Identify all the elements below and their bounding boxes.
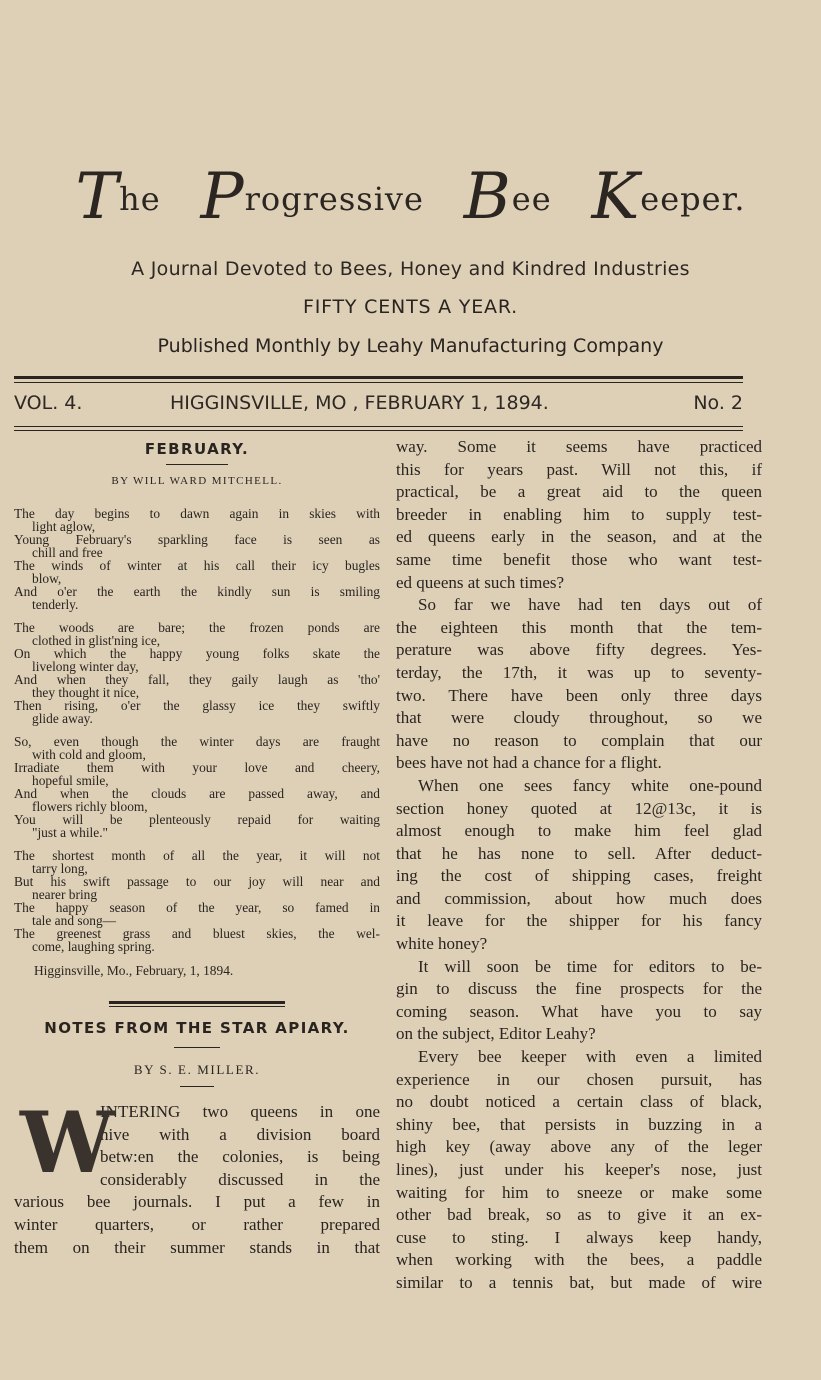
poem-line: The day begins to dawn again in skies with (14, 506, 380, 521)
poem-line: chill and free (32, 545, 103, 560)
poem-line: Irradiate them with your love and cheery, (14, 760, 380, 775)
article-line: similar to a tennis bat, but made of wire (396, 1272, 762, 1292)
article-line: It will soon be time for editors to be- (418, 956, 762, 976)
drop-cap-letter: W (20, 1093, 115, 1192)
poem-line: clothed in glist'ning ice, (32, 633, 161, 648)
article-line: considerably discussed in the (100, 1169, 380, 1189)
poem-line: Young February's sparkling face is seen as (14, 532, 380, 547)
article-line: ing the cost of shipping cases, freight (396, 866, 762, 886)
article-body-left (14, 1093, 380, 1259)
article-line: on the subject, Editor Leahy? (396, 1024, 596, 1044)
poem-stanza (14, 849, 380, 953)
article-line: lines), just under his keeper's nose, just (396, 1160, 762, 1179)
poem-stanza (14, 735, 380, 839)
poem-line: tale and song— (32, 913, 117, 928)
poem-line: with cold and gloom, (32, 747, 146, 762)
article-line: When one sees fancy white one-pound (418, 775, 762, 795)
poem-line: The winds of winter at his call their icy bugles (14, 558, 380, 573)
article-line: coming season. What have you to say (396, 1001, 762, 1021)
article-line: when working with the bees, a paddle (396, 1250, 762, 1270)
article-line: gin to discuss the fine prospects for the (396, 979, 762, 999)
article-byline: BY S. E. MILLER. (133, 1062, 261, 1077)
left-column (14, 440, 380, 1259)
article-line: practical, be a great aid to the queen (396, 482, 762, 502)
article-line: almost enough to make him feel glad (396, 821, 762, 841)
poem-line: And when they fall, they gaily laugh as 'tho' (14, 672, 380, 687)
article-line: high key (away above any of the leger (396, 1137, 762, 1157)
article-line: way. Some it seems have practiced (396, 437, 762, 456)
article-line: waiting for him to sneeze or make some (396, 1182, 762, 1202)
article-line: have no reason to complain that our (396, 730, 762, 750)
poem-place-date: Higginsville, Mo., February, 1, 1894. (34, 963, 234, 978)
article-line: INTERING two queens in one (100, 1102, 380, 1121)
title-word: The (75, 160, 161, 234)
issue-number: No. 2 (693, 392, 743, 414)
article-line: two. There have been only three days (396, 685, 762, 705)
masthead-title (0, 160, 821, 250)
poem-line: The woods are bare; the frozen ponds are (14, 620, 380, 635)
poem-stanza (14, 621, 380, 725)
poem-body (14, 507, 380, 953)
article-line: Every bee keeper with even a limited (418, 1047, 762, 1067)
article-line: white honey? (396, 934, 488, 954)
poem-line: nearer bring (32, 887, 98, 902)
dateline-rule (14, 426, 743, 427)
poem-line: But his swift passage to our joy will near and (14, 874, 380, 889)
article-line: ed queens early in the season, and at the (396, 527, 762, 547)
poem-line: tenderly. (32, 597, 79, 612)
article-line: the eighteen this month that the tem- (396, 617, 762, 637)
title-word: Keeper. (591, 160, 746, 234)
header-rule-thin (14, 382, 743, 383)
poem-line: blow, (32, 571, 62, 586)
poem-line: And o'er the earth the kindly sun is smiling (14, 584, 380, 599)
poem-line: light aglow, (32, 519, 96, 534)
dateline-rule-lower (14, 430, 743, 431)
poem-line: glide away. (32, 711, 93, 726)
subscription-price: FIFTY CENTS A YEAR. (303, 296, 518, 318)
article-line: ed queens at such times? (396, 572, 565, 592)
article-line: winter quarters, or rather prepared (14, 1214, 380, 1234)
poem-line: You will be plenteously repaid for waiting (14, 812, 380, 827)
issue-dateline (14, 392, 743, 422)
poem-line: hopeful smile, (32, 773, 109, 788)
article-line: that he has none to sell. After deduct- (396, 843, 762, 863)
poem-line: The shortest month of all the year, it will not (14, 848, 380, 863)
title-word: Bee (463, 160, 552, 234)
poem-title-rule (166, 464, 228, 465)
poem-byline: BY WILL WARD MITCHELL. (111, 475, 283, 487)
article-line: breeder in enabling him to supply test- (396, 504, 762, 524)
article-line: cuse to sting. I always keep handy, (396, 1227, 762, 1247)
poem-line: Then rising, o'er the glassy ice they swiftly (14, 698, 380, 713)
article-line: and commission, about how much does (396, 888, 762, 908)
article-line: terday, the 17th, it was up to seventy- (396, 662, 762, 682)
section-divider (109, 1001, 285, 1007)
poem-line: flowers richly bloom, (32, 799, 148, 814)
poem-line: The happy season of the year, so famed in (14, 900, 380, 915)
poem-line: they thought it nice, (32, 685, 140, 700)
masthead-subtitle: A Journal Devoted to Bees, Honey and Kindred Industries (131, 258, 690, 280)
article-line: same time benefit those who want test- (396, 549, 762, 569)
publisher-line: Published Monthly by Leahy Manufacturing Company (157, 335, 664, 357)
volume-label: VOL. 4. (14, 392, 83, 414)
right-column (396, 436, 762, 1295)
poem-stanza (14, 507, 380, 611)
poem-line: So, even though the winter days are fraught (14, 734, 380, 749)
article-line: So far we have had ten days out of (418, 595, 762, 615)
article-byline-rule (180, 1086, 214, 1087)
article-line: this for years past. Will not this, if (396, 459, 762, 479)
article-line: various bee journals. I put a few in (14, 1192, 380, 1212)
article-line: experience in our chosen pursuit, has (396, 1069, 762, 1089)
article-line: section honey quoted at 12@13c, it is (396, 798, 762, 818)
article-line: bees have not had a chance for a flight. (396, 753, 662, 773)
poem-line: And when the clouds are passed away, and (14, 786, 380, 801)
article-line: them on their summer stands in that (14, 1237, 380, 1257)
article-line: perature was above fifty degrees. Yes- (396, 640, 762, 660)
poem-line: come, laughing spring. (32, 939, 155, 954)
header-rule-thick (14, 376, 743, 379)
article-line: no doubt noticed a certain class of black, (396, 1092, 762, 1112)
poem-line: "just a while." (32, 825, 109, 840)
poem-line: The greenest grass and bluest skies, the wel- (14, 926, 380, 941)
place-date: HIGGINSVILLE, MO , FEBRUARY 1, 1894. (170, 392, 549, 414)
article-line: other bad break, so as to give it an ex- (396, 1205, 762, 1225)
poem-line: On which the happy young folks skate the (14, 646, 380, 661)
article-line: hive with a division board (100, 1124, 380, 1144)
article-line: that were cloudy throughout, so we (396, 708, 762, 728)
title-word: Progressive (200, 160, 424, 234)
poem-title: FEBRUARY. (144, 440, 250, 458)
poem-line: livelong winter day, (32, 659, 139, 674)
article-line: betw:en the colonies, is being (100, 1147, 380, 1167)
article-title-rule (174, 1047, 220, 1048)
article-line: it leave for the shipper for his fancy (396, 911, 762, 931)
poem-line: tarry long, (32, 861, 88, 876)
article-title: NOTES FROM THE STAR APIARY. (44, 1019, 350, 1037)
article-line: shiny bee, that persists in buzzing in a (396, 1114, 762, 1134)
